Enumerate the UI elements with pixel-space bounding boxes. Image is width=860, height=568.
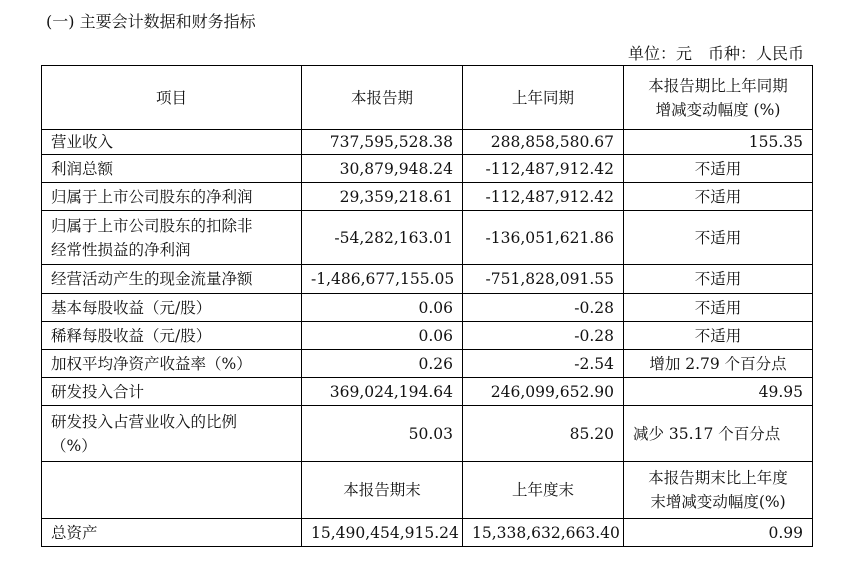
- row-current: 369,024,194.64: [302, 378, 463, 406]
- row-label: 基本每股收益（元/股）: [42, 294, 302, 322]
- unit-currency-note: 单位：元 币种：人民币: [627, 44, 804, 63]
- row-current: 0.06: [302, 322, 463, 350]
- row-current: 15,490,454,915.24: [302, 519, 463, 547]
- table-row: [42, 211, 813, 265]
- row-current: 0.06: [302, 294, 463, 322]
- section-heading: (一) 主要会计数据和财务指标: [46, 12, 256, 31]
- row-prior: -2.54: [463, 350, 624, 378]
- table-row: [42, 183, 813, 211]
- row-label: [42, 211, 302, 265]
- row-label: 营业收入: [42, 130, 302, 155]
- row-label: 利润总额: [42, 155, 302, 183]
- subheader-prior-year-end: 上年度末: [463, 462, 624, 519]
- header-change: [624, 66, 813, 130]
- row-change: 49.95: [624, 378, 813, 406]
- row-current: -1,486,677,155.05: [302, 265, 463, 294]
- header-current-period: 本报告期: [302, 66, 463, 130]
- row-current: 30,879,948.24: [302, 155, 463, 183]
- row-label: 总资产: [42, 519, 302, 547]
- row-label-line2: （%）: [51, 436, 97, 455]
- row-prior: 85.20: [463, 406, 624, 462]
- row-change: 增加 2.79 个百分点: [624, 350, 813, 378]
- table-header-row: [42, 66, 813, 130]
- row-change: 不适用: [624, 322, 813, 350]
- row-prior: 288,858,580.67: [463, 130, 624, 155]
- table-subheader-row: [42, 462, 813, 519]
- table-row: [42, 378, 813, 406]
- row-current: 50.03: [302, 406, 463, 462]
- row-current: -54,282,163.01: [302, 211, 463, 265]
- row-current: 737,595,528.38: [302, 130, 463, 155]
- row-prior: -0.28: [463, 322, 624, 350]
- table-row: [42, 265, 813, 294]
- header-change-line2: 增减变动幅度 (%): [655, 100, 781, 119]
- subheader-empty: [42, 462, 302, 519]
- row-prior: 246,099,652.90: [463, 378, 624, 406]
- table-row: [42, 406, 813, 462]
- header-change-line1: 本报告期比上年同期: [648, 76, 788, 95]
- table-row: [42, 130, 813, 155]
- row-label-line1: 归属于上市公司股东的扣除非: [51, 216, 253, 235]
- subheader-period-end: 本报告期末: [302, 462, 463, 519]
- row-change: 减少 35.17 个百分点: [624, 406, 813, 462]
- table-row: [42, 294, 813, 322]
- header-prior-period: 上年同期: [463, 66, 624, 130]
- table-row: [42, 519, 813, 547]
- row-prior: -112,487,912.42: [463, 183, 624, 211]
- subheader-change-line1: 本报告期末比上年度: [648, 469, 788, 487]
- row-change: 不适用: [624, 183, 813, 211]
- table-row: [42, 322, 813, 350]
- row-label: 经营活动产生的现金流量净额: [42, 265, 302, 294]
- financial-indicators-table: [41, 65, 813, 547]
- row-label: 稀释每股收益（元/股）: [42, 322, 302, 350]
- row-prior: 15,338,632,663.40: [463, 519, 624, 547]
- row-label-line2: 经常性损益的净利润: [51, 240, 191, 259]
- row-prior: -751,828,091.55: [463, 265, 624, 294]
- row-label: 归属于上市公司股东的净利润: [42, 183, 302, 211]
- subheader-change-line2: 末增减变动幅度(%): [650, 493, 786, 511]
- row-label: 研发投入合计: [42, 378, 302, 406]
- row-prior: -136,051,621.86: [463, 211, 624, 265]
- subheader-change: [624, 462, 813, 519]
- row-change: 0.99: [624, 519, 813, 547]
- row-change: 155.35: [624, 130, 813, 155]
- row-current: 29,359,218.61: [302, 183, 463, 211]
- header-item: 项目: [42, 66, 302, 130]
- row-label: [42, 406, 302, 462]
- row-label: 加权平均净资产收益率（%）: [42, 350, 302, 378]
- row-change: 不适用: [624, 294, 813, 322]
- row-change: 不适用: [624, 211, 813, 265]
- table-row: [42, 350, 813, 378]
- row-change: 不适用: [624, 265, 813, 294]
- row-change: 不适用: [624, 155, 813, 183]
- row-prior: -112,487,912.42: [463, 155, 624, 183]
- row-label-line1: 研发投入占营业收入的比例: [51, 412, 238, 431]
- table-row: [42, 155, 813, 183]
- row-prior: -0.28: [463, 294, 624, 322]
- row-current: 0.26: [302, 350, 463, 378]
